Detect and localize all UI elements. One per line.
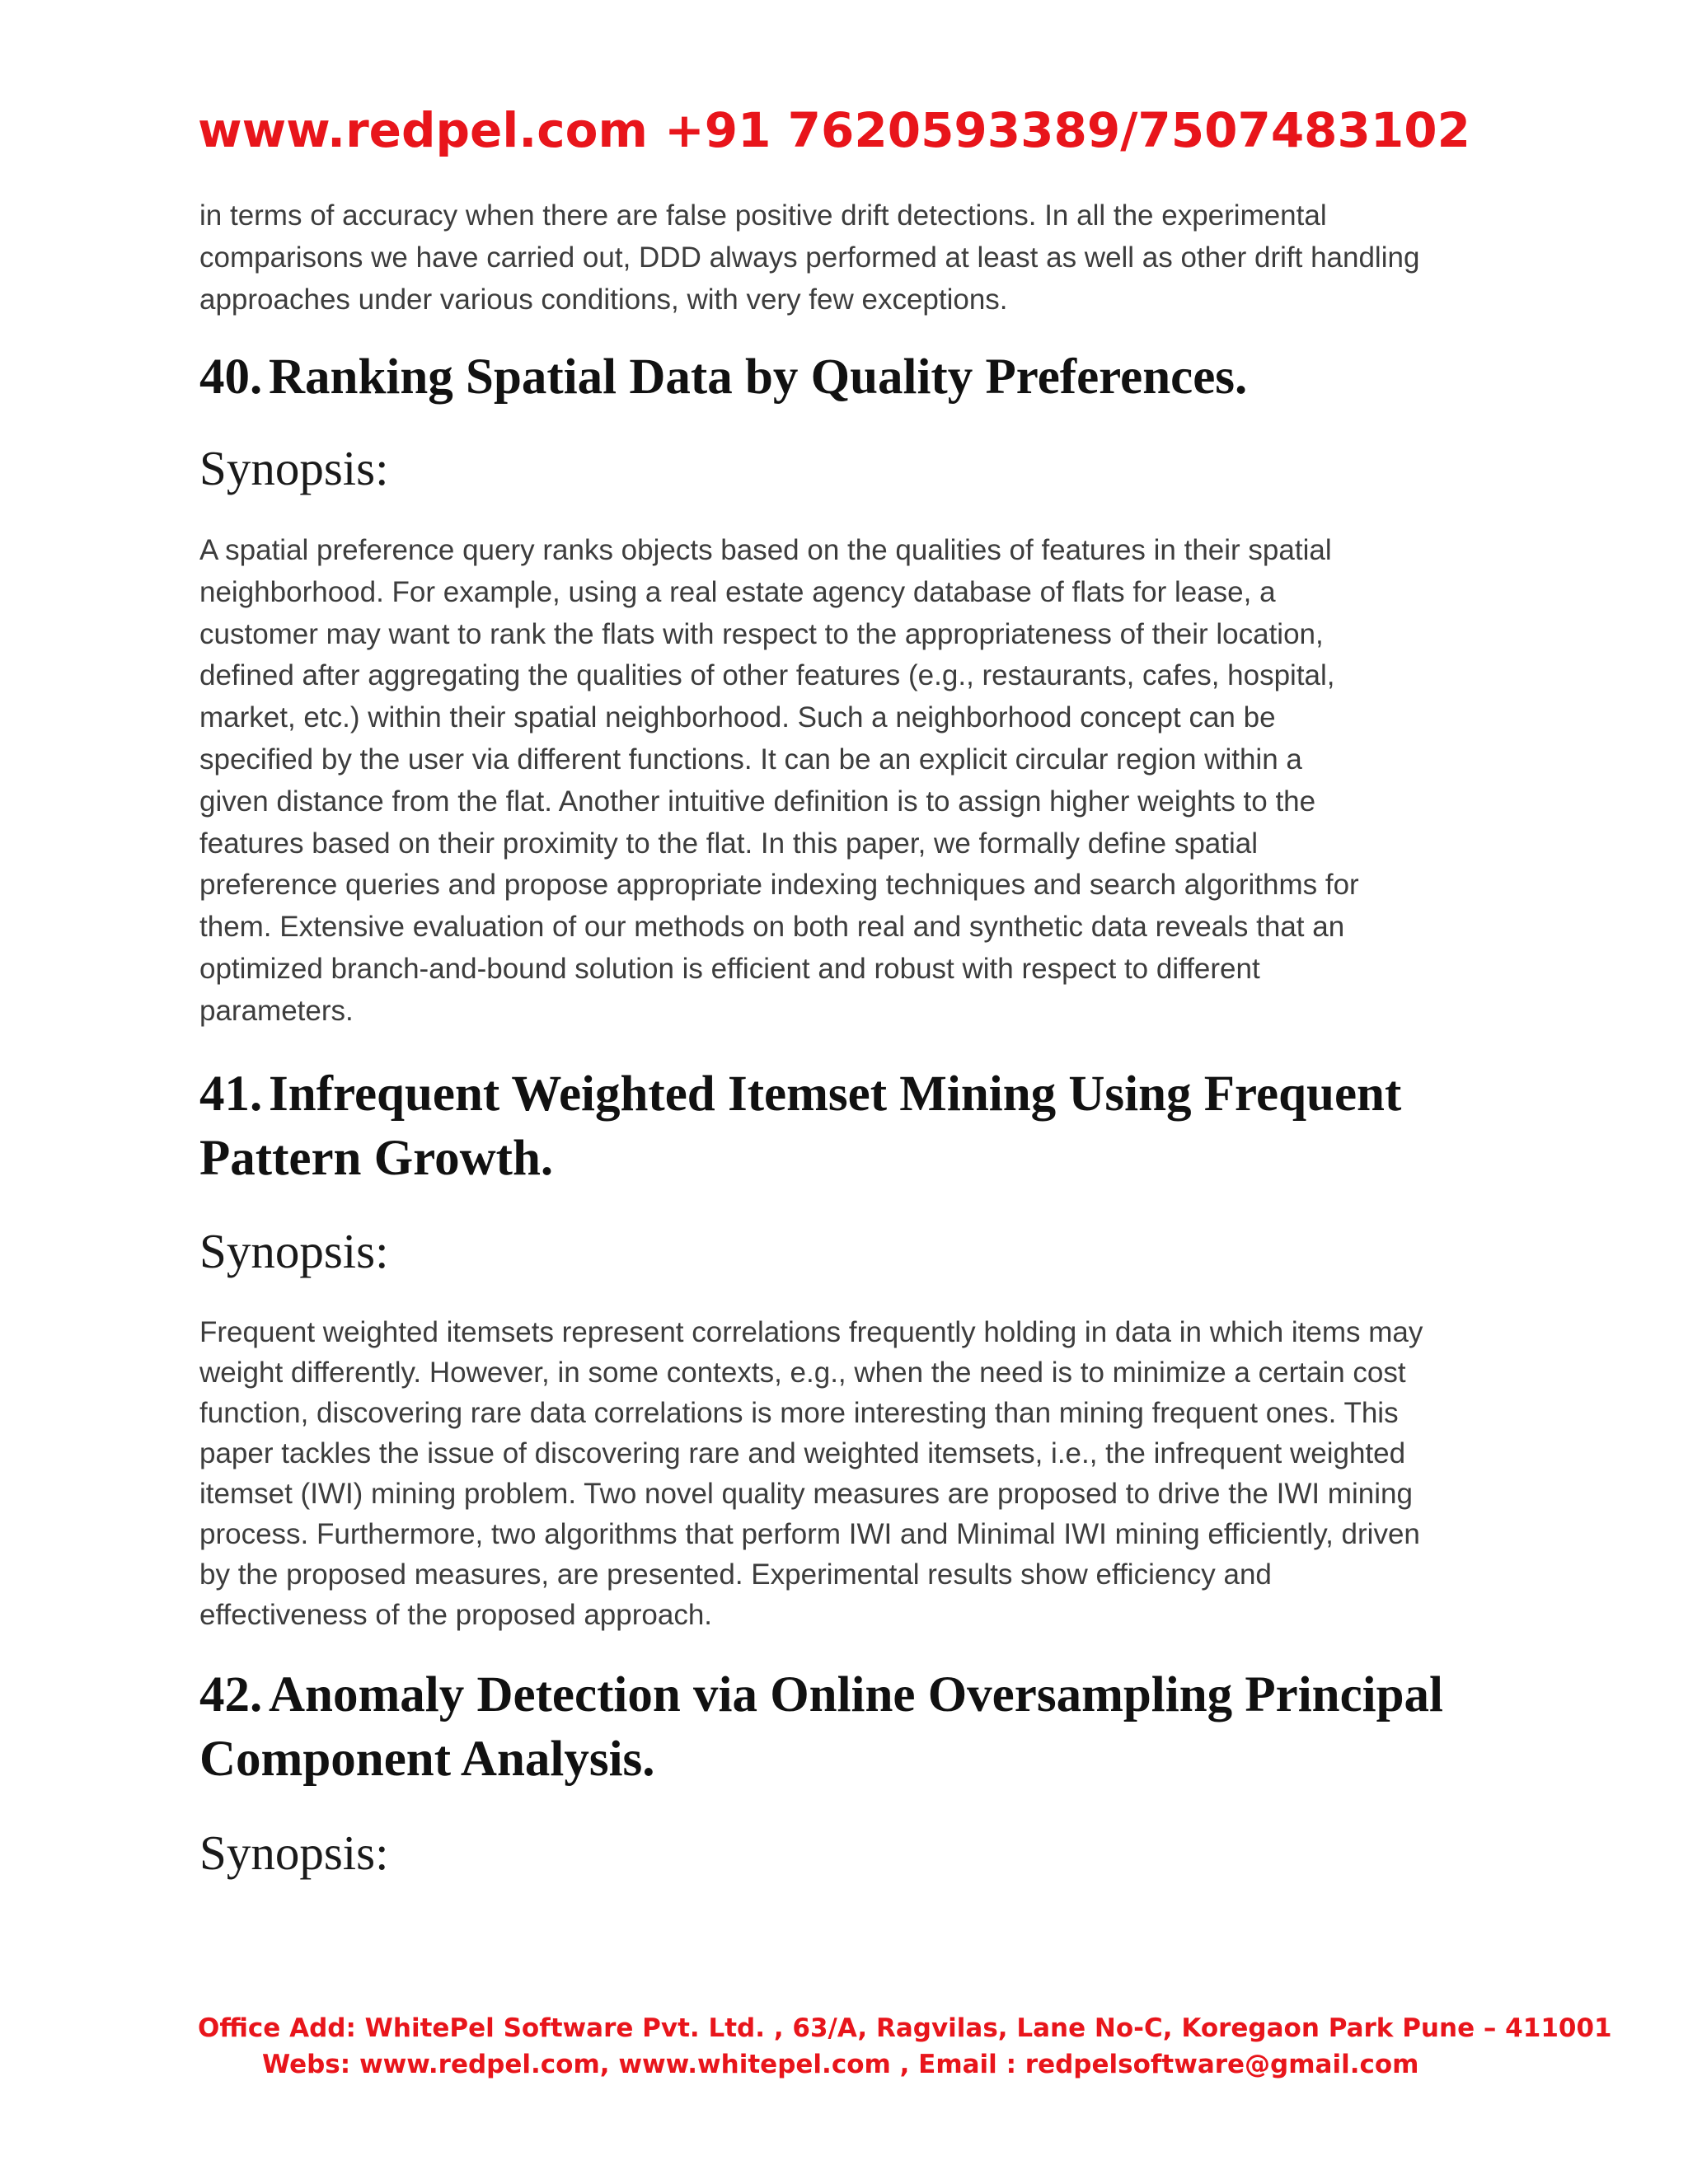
section-number: 41. (199, 1066, 263, 1122)
paragraph-line: defined after aggregating the qualities of other features (e.g., restaurants, cafes, hospital, (199, 659, 1335, 692)
paragraph-line: neighborhood. For example, using a real estate agency database of flats for lease, a (199, 575, 1276, 608)
paragraph-line: market, etc.) within their spatial neighborhood. Such a neighborhood concept can be (199, 701, 1276, 734)
paragraph-line: in terms of accuracy when there are false positive drift detections. In all the experimental (199, 199, 1327, 232)
paragraph-line: preference queries and propose appropriate indexing techniques and search algorithms for (199, 869, 1359, 902)
paragraph-line: optimized branch-and-bound solution is efficient and robust with respect to different (199, 952, 1260, 985)
synopsis-label: Synopsis: (199, 1224, 389, 1278)
synopsis-label: Synopsis: (199, 1825, 389, 1880)
heading-line (199, 345, 1247, 410)
footer-office-address: Office Add: WhitePel Software Pvt. Ltd. , 63/A, Ragvilas, Lane No-C, Koregaon Park Pune – 411001 (198, 2013, 1612, 2043)
section-heading-40 (199, 345, 1247, 410)
section-title: Anomaly Detection via Online Oversampling Principal (269, 1667, 1443, 1722)
paragraph-line: given distance from the flat. Another intuitive definition is to assign higher weights to the (199, 785, 1316, 818)
intro-paragraph (199, 195, 1518, 321)
heading-line: Pattern Growth. (199, 1131, 554, 1186)
paragraph-line: Frequent weighted itemsets represent correlations frequently holding in data in which items may (199, 1316, 1423, 1348)
synopsis-label: Synopsis: (199, 441, 389, 495)
paragraph-line: approaches under various conditions, with very few exceptions. (199, 283, 1008, 316)
paragraph-line: effectiveness of the proposed approach. (199, 1599, 713, 1631)
section-heading-42 (199, 1663, 1443, 1792)
paragraph-line: A spatial preference query ranks objects based on the qualities of features in their spatial (199, 534, 1332, 566)
section-body-40 (199, 530, 1518, 1033)
heading-line (199, 1663, 1443, 1727)
paragraph-line: them. Extensive evaluation of our methods on both real and synthetic data reveals that an (199, 911, 1345, 944)
paragraph-line: comparisons we have carried out, DDD always performed at least as well as other drift handling (199, 241, 1420, 274)
paragraph-line: parameters. (199, 994, 354, 1027)
section-number: 40. (199, 349, 263, 405)
footer-web-email: Webs: www.redpel.com, www.whitepel.com , Email : redpelsoftware@gmail.com (262, 2050, 1419, 2079)
section-title: Ranking Spatial Data by Quality Preferences. (269, 349, 1248, 405)
section-number: 42. (199, 1667, 263, 1722)
paragraph-line: function, discovering rare data correlations is more interesting than mining frequent ones. This (199, 1397, 1399, 1429)
section-title: Infrequent Weighted Itemset Mining Using Frequent (269, 1066, 1402, 1122)
paragraph-line: itemset (IWI) mining problem. Two novel quality measures are proposed to drive the IWI mining (199, 1478, 1413, 1510)
header-contact: www.redpel.com +91 7620593389/7507483102 (198, 102, 1470, 158)
section-body-41 (199, 1312, 1518, 1635)
paragraph-line: specified by the user via different functions. It can be an explicit circular region within a (199, 743, 1302, 776)
paragraph-line: by the proposed measures, are presented. Experimental results show efficiency and (199, 1558, 1272, 1591)
paragraph-line: process. Furthermore, two algorithms that perform IWI and Minimal IWI mining efficiently, driven (199, 1518, 1420, 1550)
paragraph-line: paper tackles the issue of discovering rare and weighted itemsets, i.e., the infrequent weighted (199, 1437, 1406, 1469)
heading-line: Component Analysis. (199, 1732, 655, 1787)
paragraph-line: weight differently. However, in some contexts, e.g., when the need is to minimize a certain cost (199, 1357, 1406, 1389)
paragraph-line: features based on their proximity to the flat. In this paper, we formally define spatial (199, 827, 1259, 860)
paragraph-line: customer may want to rank the flats with respect to the appropriateness of their location, (199, 617, 1324, 650)
heading-line (199, 1062, 1401, 1127)
section-heading-41 (199, 1062, 1401, 1191)
